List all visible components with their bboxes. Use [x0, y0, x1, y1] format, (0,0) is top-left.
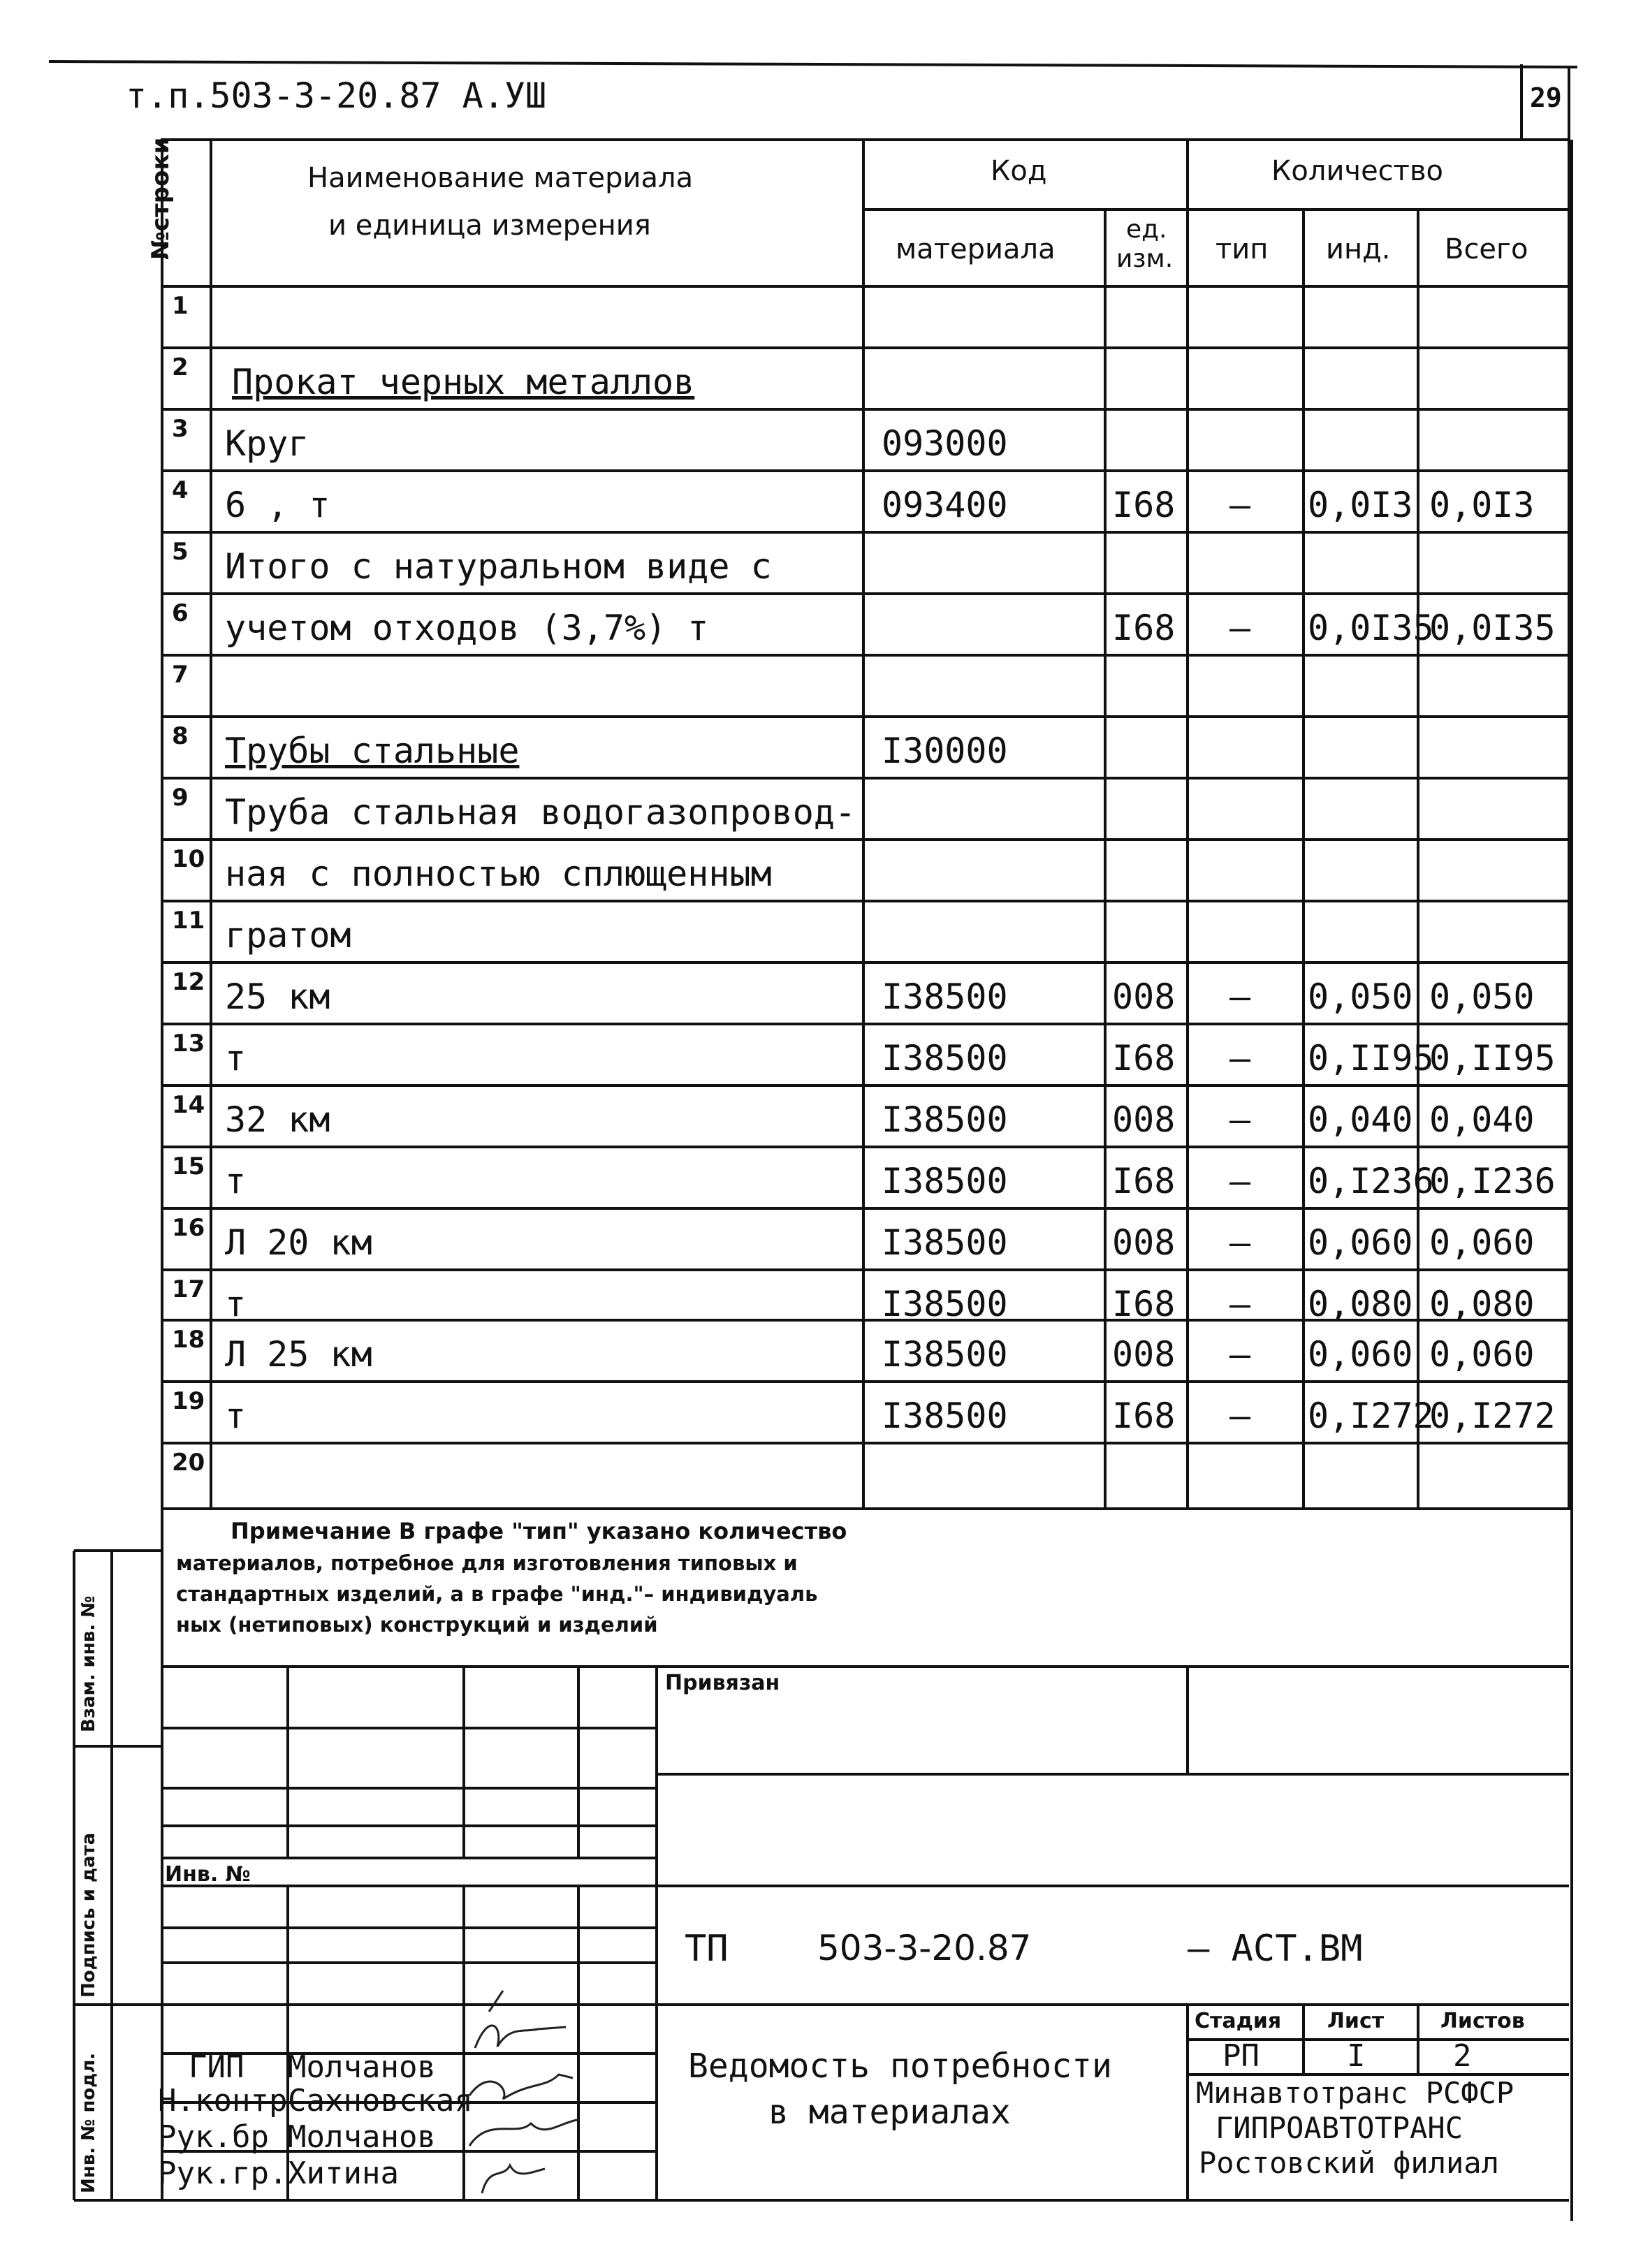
- side-label-replacement-inventory: Взам. инв. №: [78, 1595, 99, 1732]
- row-number: 15: [172, 1153, 205, 1180]
- doc-suffix: – АСТ.ВМ: [1188, 1928, 1363, 1970]
- row-typ: –: [1229, 1099, 1251, 1140]
- row-number: 20: [172, 1449, 205, 1477]
- column-header-typ: тип: [1215, 233, 1269, 265]
- row-number: 10: [172, 845, 205, 873]
- column-header-quantity: Количество: [1271, 155, 1444, 187]
- row-code: I38500: [882, 1038, 1008, 1078]
- row-name: т: [225, 1396, 247, 1436]
- row-unit: I68: [1112, 1161, 1176, 1201]
- row-ind: 0,060: [1308, 1222, 1413, 1263]
- row-unit: 008: [1112, 1222, 1176, 1263]
- row-total: 0,I272: [1429, 1396, 1556, 1436]
- row-number: 4: [172, 476, 189, 504]
- row-unit: I68: [1112, 1396, 1176, 1436]
- row-name: Труба стальная водогазопровод-: [225, 792, 856, 833]
- row-unit: 008: [1112, 976, 1176, 1017]
- row-number: 18: [172, 1326, 205, 1354]
- row-number: 16: [172, 1214, 205, 1242]
- row-total: 0,I236: [1429, 1161, 1556, 1201]
- row-name: Л 20 км: [225, 1222, 372, 1263]
- row-code: I38500: [882, 976, 1008, 1017]
- row-code: I38500: [882, 1284, 1008, 1324]
- row-name: гратом: [225, 915, 351, 956]
- column-header-ind: инд.: [1326, 233, 1391, 265]
- row-unit: I68: [1112, 608, 1176, 648]
- row-code: I38500: [882, 1161, 1008, 1201]
- doc-title-line-1: Ведомость потребности: [688, 2047, 1112, 2086]
- org-line-1: Минавтотранс РСФСР: [1196, 2076, 1514, 2110]
- row-code: 093000: [882, 423, 1008, 464]
- column-header-total: Всего: [1445, 233, 1528, 265]
- row-number: 6: [172, 599, 189, 627]
- row-name: 25 км: [225, 976, 330, 1017]
- column-header-name-line1: Наименование материала: [307, 162, 694, 194]
- row-number: 9: [172, 784, 189, 812]
- document-code: т.п.503-3-20.87 А.УШ: [126, 75, 547, 116]
- stage-value: РП: [1222, 2038, 1260, 2074]
- signer-name: Молчанов: [288, 2049, 436, 2085]
- row-unit: I68: [1112, 1038, 1176, 1078]
- page-number: 29: [1530, 82, 1562, 113]
- row-number: 11: [172, 907, 205, 935]
- doc-number: 503-3-20.87: [817, 1928, 1032, 1968]
- row-unit: I68: [1112, 485, 1176, 525]
- row-ind: 0,II95: [1308, 1038, 1434, 1078]
- column-header-material: материала: [896, 233, 1056, 265]
- note-line-3: стандартных изделий, а в графе "инд."– индивидуаль: [176, 1582, 818, 1606]
- row-name: Трубы стальные: [225, 731, 520, 771]
- sheet-value: I: [1347, 2038, 1366, 2074]
- sheets-value: 2: [1453, 2038, 1472, 2074]
- signer-role: Рук.гр.: [158, 2156, 288, 2191]
- row-name: Итого с натуральном виде с: [225, 546, 772, 587]
- signer-role: ГИП: [189, 2049, 244, 2085]
- row-number: 17: [172, 1275, 205, 1303]
- row-name: ная с полностью сплющенным: [225, 854, 772, 894]
- row-number: 7: [172, 661, 189, 689]
- row-typ: –: [1229, 608, 1251, 648]
- side-label-original-inventory: Инв. № подл.: [78, 2052, 99, 2193]
- row-typ: –: [1229, 1222, 1251, 1263]
- row-name: т: [225, 1038, 247, 1078]
- doc-type-tp: ТП: [685, 1928, 729, 1970]
- row-ind: 0,060: [1308, 1334, 1413, 1375]
- row-total: 0,040: [1429, 1099, 1535, 1140]
- row-number: 2: [172, 353, 189, 381]
- row-name: 6 , т: [225, 485, 330, 525]
- row-name: Прокат черных металлов: [232, 362, 695, 402]
- row-ind: 0,I236: [1308, 1161, 1434, 1201]
- note-line-2: материалов, потребное для изготовления типовых и: [176, 1551, 798, 1575]
- row-number: 5: [172, 538, 189, 566]
- row-code: I38500: [882, 1099, 1008, 1140]
- column-header-code: Код: [991, 155, 1047, 187]
- stage-label: Стадия: [1195, 2009, 1282, 2033]
- row-unit: I68: [1112, 1284, 1176, 1324]
- note-line-1: Примечание В графе "тип" указано количество: [231, 1518, 847, 1544]
- row-number: 19: [172, 1387, 205, 1415]
- signer-name: Молчанов: [288, 2119, 436, 2155]
- signer-role: Рук.бр: [158, 2119, 269, 2155]
- row-typ: –: [1229, 1334, 1251, 1375]
- row-total: 0,050: [1429, 976, 1535, 1017]
- row-typ: –: [1229, 1161, 1251, 1201]
- row-ind: 0,080: [1308, 1284, 1413, 1324]
- row-code: I38500: [882, 1222, 1008, 1263]
- signer-name: Сахновская: [288, 2083, 473, 2119]
- row-name: т: [225, 1161, 247, 1201]
- row-code: I38500: [882, 1334, 1008, 1375]
- attached-label: Привязан: [665, 1671, 780, 1695]
- row-number: 3: [172, 415, 189, 443]
- note-line-4: ных (нетиповых) конструкций и изделий: [176, 1613, 658, 1637]
- row-typ: –: [1229, 976, 1251, 1017]
- org-line-3: Ростовский филиал: [1199, 2146, 1499, 2180]
- row-total: 0,0I3: [1429, 485, 1535, 525]
- row-total: 0,II95: [1429, 1038, 1556, 1078]
- row-name: Л 25 км: [225, 1334, 372, 1375]
- signer-name: Хитина: [288, 2156, 399, 2191]
- row-unit: 008: [1112, 1099, 1176, 1140]
- doc-title-line-2: в материалах: [768, 2093, 1011, 2132]
- side-label-signature-date: Подпись и дата: [78, 1832, 99, 1998]
- row-unit: 008: [1112, 1334, 1176, 1375]
- row-typ: –: [1229, 1284, 1251, 1324]
- sheet-label: Лист: [1327, 2009, 1385, 2033]
- row-code: 093400: [882, 485, 1008, 525]
- column-header-row-number: №строки: [147, 137, 175, 260]
- row-code: I30000: [882, 731, 1008, 771]
- sheets-label: Листов: [1440, 2009, 1525, 2033]
- row-number: 12: [172, 968, 205, 996]
- signer-role: Н.контр: [158, 2083, 288, 2119]
- row-name: 32 км: [225, 1099, 330, 1140]
- row-ind: 0,0I35: [1308, 608, 1434, 648]
- row-total: 0,080: [1429, 1284, 1535, 1324]
- row-number: 8: [172, 722, 189, 750]
- row-name: Круг: [225, 423, 309, 464]
- column-header-unit-line1: ед.: [1126, 215, 1167, 244]
- row-total: 0,060: [1429, 1334, 1535, 1375]
- row-number: 1: [172, 292, 189, 320]
- org-line-2: ГИПРОАВТОТРАНС: [1215, 2111, 1463, 2145]
- column-header-name-line2: и единица измерения: [328, 210, 651, 242]
- row-name: учетом отходов (3,7%) т: [225, 608, 709, 648]
- row-typ: –: [1229, 1038, 1251, 1078]
- row-typ: –: [1229, 485, 1251, 525]
- row-number: 13: [172, 1030, 205, 1058]
- row-total: 0,060: [1429, 1222, 1535, 1263]
- row-typ: –: [1229, 1396, 1251, 1436]
- inventory-number-label: Инв. №: [165, 1862, 251, 1887]
- row-number: 14: [172, 1091, 205, 1119]
- row-ind: 0,0I3: [1308, 485, 1413, 525]
- column-header-unit-line2: изм.: [1116, 244, 1174, 273]
- row-code: I38500: [882, 1396, 1008, 1436]
- row-ind: 0,050: [1308, 976, 1413, 1017]
- row-total: 0,0I35: [1429, 608, 1556, 648]
- row-ind: 0,040: [1308, 1099, 1413, 1140]
- row-name: т: [225, 1284, 247, 1324]
- row-ind: 0,I272: [1308, 1396, 1434, 1436]
